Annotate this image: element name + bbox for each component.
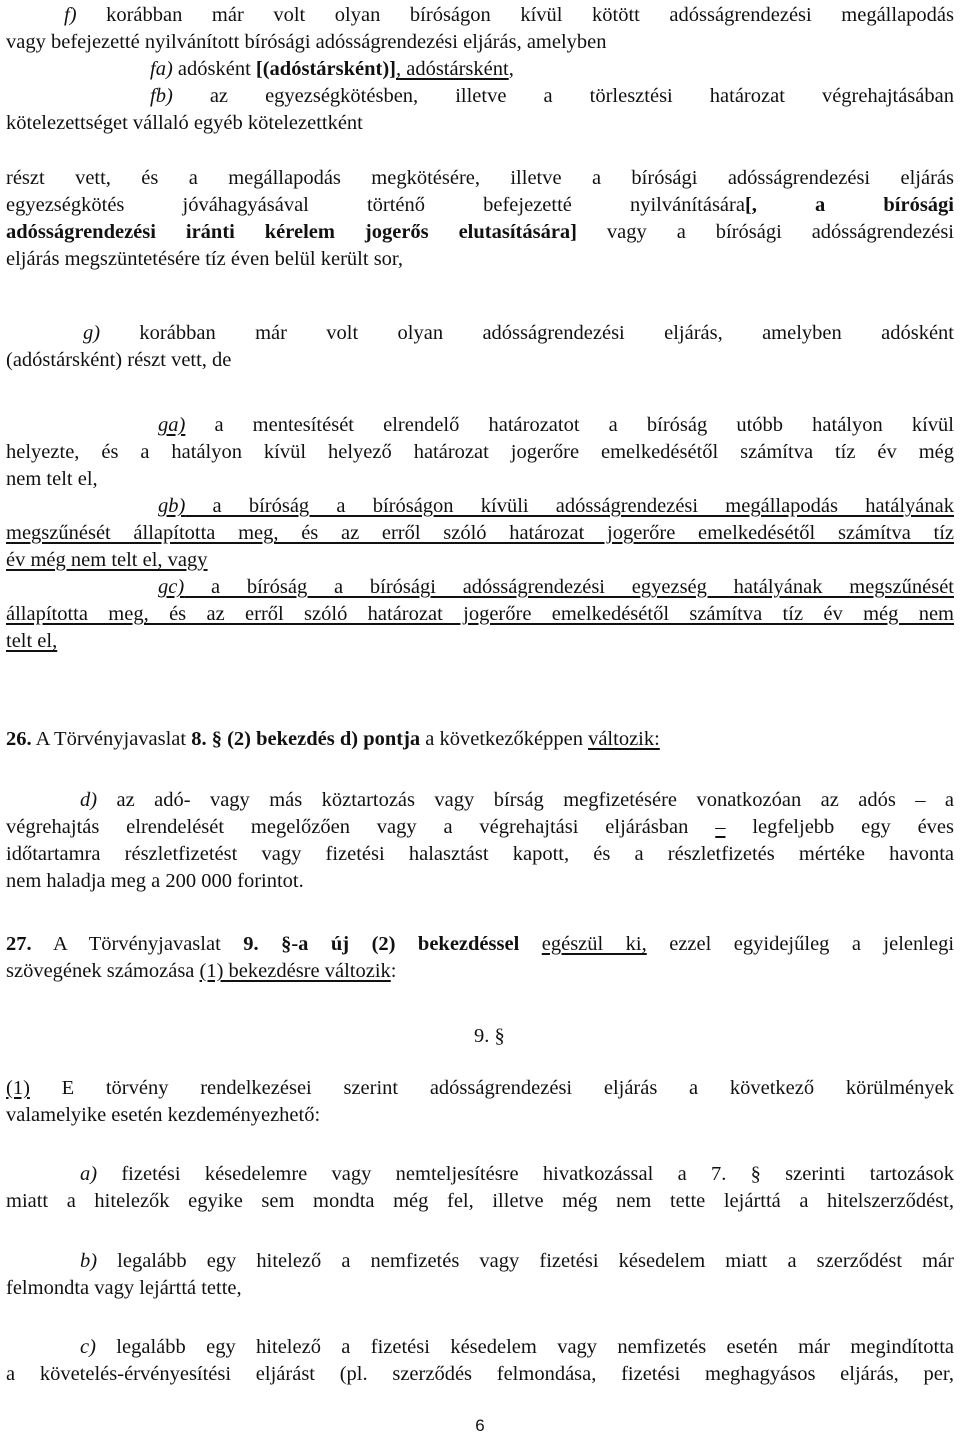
amendment-26 bbox=[6, 726, 954, 753]
text-line: nem haladja meg a 200 000 forintot. bbox=[6, 870, 304, 892]
section-number: 9. § bbox=[474, 1025, 505, 1047]
text-line: egyezségkötés jóváhagyásával történő befejezetté nyilvánítására[, a bírósági bbox=[6, 194, 954, 216]
section-heading bbox=[6, 1023, 954, 1050]
text-line: f) korábban már volt olyan bíróságon kívül kötött adósságrendezési megállapodás bbox=[64, 4, 954, 26]
point-b bbox=[6, 1248, 954, 1302]
text-line: fa) adósként [(adóstársként)], adóstársként, bbox=[150, 58, 514, 80]
text-line: részt vett, és a megállapodás megkötésére, illetve a bírósági adósságrendezési eljárás bbox=[6, 167, 954, 189]
text-line: c) legalább egy hitelező a fizetési késedelem vagy nemfizetés esetén már megindította bbox=[80, 1336, 954, 1358]
text-line: gb) a bíróság a bíróságon kívüli adósságrendezési megállapodás hatályának bbox=[158, 495, 954, 517]
amendment-27 bbox=[6, 931, 954, 985]
text-line: 27. A Törvényjavaslat 9. §-a új (2) bekezdéssel egészül ki, ezzel egyidejűleg a jelenlegi bbox=[6, 933, 955, 955]
text-line: vagy befejezetté nyilvánított bírósági adósságrendezési eljárás, amelyben bbox=[6, 31, 607, 53]
text-line: időtartamra részletfizetést vagy fizetési halasztást kapott, és a részletfizetés mértéke havonta bbox=[6, 843, 954, 865]
text-line: valamelyike esetén kezdeményezhető: bbox=[6, 1104, 321, 1126]
text-line: eljárás megszüntetésére tíz éven belül került sor, bbox=[6, 248, 404, 270]
point-d bbox=[6, 787, 954, 895]
point-a bbox=[6, 1161, 954, 1215]
subsection-1 bbox=[6, 1075, 954, 1129]
text-line: adósságrendezési iránti kérelem jogerős elutasítására] vagy a bírósági adósságrendezési bbox=[6, 221, 954, 243]
text-line: telt el, bbox=[6, 630, 58, 652]
point-f bbox=[6, 2, 954, 137]
text-line: kötelezettséget vállaló egyéb kötelezettként bbox=[6, 112, 363, 134]
text-line: (1) E törvény rendelkezései szerint adósságrendezési eljárás a következő körülmények bbox=[6, 1077, 954, 1099]
text-line: gc) a bíróság a bírósági adósságrendezési egyezség hatályának megszűnését bbox=[158, 576, 954, 598]
page-number: 6 bbox=[475, 1416, 485, 1435]
text-line: a) fizetési késedelemre vagy nemteljesítésre hivatkozással a 7. § szerinti tartozások bbox=[80, 1163, 954, 1185]
point-c bbox=[6, 1334, 954, 1388]
text-line: felmondta vagy lejárttá tette, bbox=[6, 1277, 242, 1299]
text-line: b) legalább egy hitelező a nemfizetés vagy fizetési késedelem miatt a szerződést már bbox=[80, 1250, 954, 1272]
text-line: szövegének számozása (1) bekezdésre változik: bbox=[6, 960, 397, 982]
points-ga-gc bbox=[6, 412, 954, 655]
text-line: ga) a mentesítését elrendelő határozatot a bíróság utóbb hatályon kívül bbox=[158, 414, 954, 436]
text-line: (adóstársként) részt vett, de bbox=[6, 349, 232, 371]
text-line: megszűnését állapította meg, és az erről szóló határozat jogerőre emelkedésétől számítva tíz bbox=[6, 522, 954, 544]
text-line: g) korábban már volt olyan adósságrendezési eljárás, amelyben adósként bbox=[83, 322, 954, 344]
text-line: fb) az egyezségkötésben, illetve a törlesztési határozat végrehajtásában bbox=[150, 85, 954, 107]
text-line: végrehajtás elrendelését megelőzően vagy a végrehajtási eljárásban – legfeljebb egy éves bbox=[6, 816, 954, 838]
text-line: a követelés-érvényesítési eljárást (pl. szerződés felmondása, fizetési meghagyásos eljárás, per, bbox=[6, 1363, 954, 1385]
text-line: nem telt el, bbox=[6, 468, 98, 490]
text-line: d) az adó- vagy más köztartozás vagy bírság megfizetésére vonatkozóan az adós – a bbox=[80, 789, 954, 811]
text-line: 26. A Törvényjavaslat 8. § (2) bekezdés d) pontja a következőképpen változik: bbox=[6, 728, 660, 750]
point-g bbox=[6, 320, 954, 374]
text-line: helyezte, és a hatályon kívül helyező határozat jogerőre emelkedésétől számítva tíz év még bbox=[6, 441, 954, 463]
text-line: miatt a hitelezők egyike sem mondta még fel, illetve még nem tette lejárttá a hitelszerződést, bbox=[6, 1190, 954, 1212]
text-line: állapította meg, és az erről szóló határozat jogerőre emelkedésétől számítva tíz év még nem bbox=[6, 603, 954, 625]
text-line: év még nem telt el, vagy bbox=[6, 549, 208, 571]
paragraph-reszt-vett bbox=[6, 165, 954, 273]
